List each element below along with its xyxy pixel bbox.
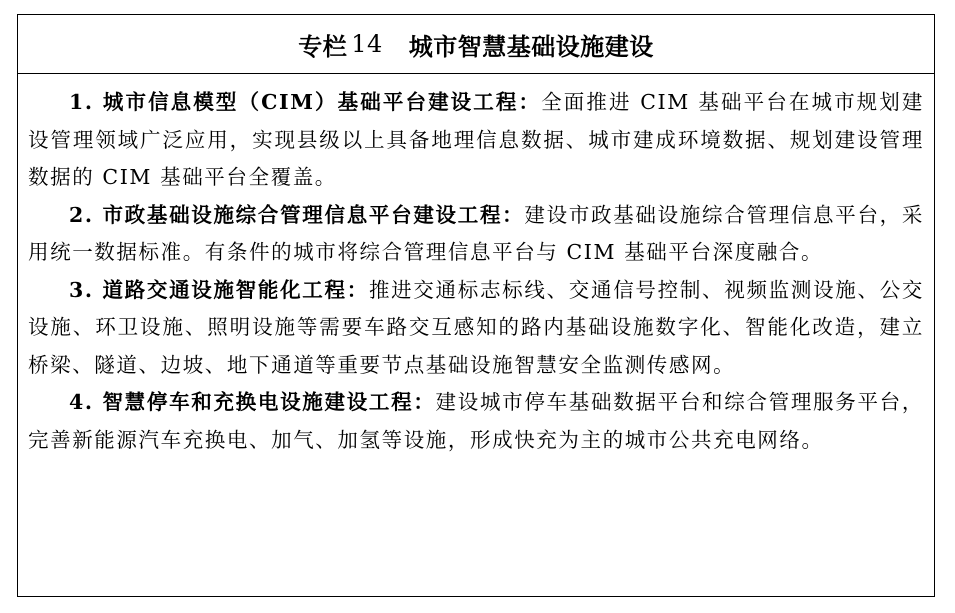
item-paragraph: [28, 272, 924, 385]
item-body: 推进交通标志标线、交通信号控制、视频监测设施、公交设施、环卫设施、照明设施等需要车路交互感知的路内基础设施数字化、智能化改造，建立桥梁、隧道、边坡、地下通道等重要节点基础设施智慧安全监测传感网。: [28, 277, 925, 377]
item-heading: 3. 道路交通设施智能化工程：: [69, 277, 369, 302]
item-heading: 2. 市政基础设施综合管理信息平台建设工程：: [69, 202, 525, 227]
item-body: 建设市政基础设施综合管理信息平台，采用统一数据标准。有条件的城市将综合管理信息平台与 CIM 基础平台深度融合。: [28, 202, 924, 264]
column-title: 城市智慧基础设施建设: [408, 32, 654, 61]
item-body: 建设城市停车基础数据平台和综合管理服务平台，完善新能源汽车充换电、加气、加氢等设施，形成快充为主的城市公共充电网络。: [28, 390, 924, 452]
item-heading: 1. 城市信息模型（CIM）基础平台建设工程：: [69, 90, 542, 114]
item-paragraph: [28, 197, 924, 272]
column-box: [17, 14, 935, 597]
item-heading: 4. 智慧停车和充换电设施建设工程：: [69, 390, 436, 414]
column-label: 专栏: [298, 32, 348, 61]
item-paragraph: [28, 384, 924, 459]
column-number: 14: [351, 30, 383, 58]
item-paragraph: [28, 84, 924, 197]
column-title-bar: [18, 15, 934, 74]
column-content: [18, 74, 934, 459]
item-body: 全面推进 CIM 基础平台在城市规划建设管理领域广泛应用，实现县级以上具备地理信息数据、城市建成环境数据、规划建设管理数据的 CIM 基础平台全覆盖。: [28, 90, 924, 189]
